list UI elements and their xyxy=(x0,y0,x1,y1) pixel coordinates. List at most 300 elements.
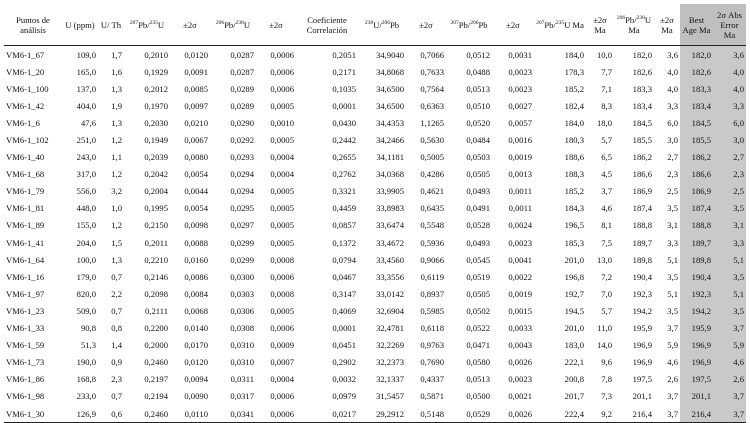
value-cell: 0,0310 xyxy=(230,357,254,368)
value-cell: 3,5 xyxy=(667,305,678,316)
value-cell: 9,2 xyxy=(586,405,614,423)
value-cell: 179,0 xyxy=(76,271,96,282)
value-cell: 34,9040 xyxy=(376,49,404,60)
table-row xyxy=(4,354,746,371)
value-cell: 2,2 xyxy=(111,288,122,299)
value-cell: 0,2012 xyxy=(144,83,168,94)
value-cell: 3,1 xyxy=(713,217,746,234)
value-cell: 184,3 xyxy=(564,203,584,214)
value-cell: 3,3 xyxy=(667,237,678,248)
value-cell: 189,8 xyxy=(632,254,652,265)
value-cell: 0,0297 xyxy=(230,220,254,231)
value-cell: 189,7 xyxy=(632,237,652,248)
value-cell: 18,0 xyxy=(596,117,612,128)
value-cell: 8,3 xyxy=(601,100,612,111)
value-cell: 4,0 xyxy=(667,83,678,94)
value-cell: 448,0 xyxy=(76,203,96,214)
value-cell: 233,0 xyxy=(76,391,96,402)
value-cell: 2,3 xyxy=(667,169,678,180)
value-cell: 195,9 xyxy=(632,323,652,334)
value-cell: 0,2150 xyxy=(144,220,168,231)
value-cell: 168,8 xyxy=(76,374,96,385)
sample-name-cell: VM6-1_97 xyxy=(6,288,45,299)
value-cell: 197,5 xyxy=(680,371,713,388)
value-cell: 0,0033 xyxy=(508,323,532,334)
value-cell: 33,3556 xyxy=(376,271,404,282)
sample-name-cell: VM6-1_64 xyxy=(6,254,45,265)
value-cell: 0,0008 xyxy=(270,288,294,299)
table-row xyxy=(4,234,746,251)
value-cell: 0,0015 xyxy=(508,305,532,316)
value-cell: 3,3 xyxy=(713,234,746,251)
value-cell: 34,4353 xyxy=(376,117,404,128)
value-cell: 0,0024 xyxy=(508,220,532,231)
value-cell: 0,0006 xyxy=(270,323,294,334)
value-cell: 0,2194 xyxy=(144,391,168,402)
value-cell: 0,7633 xyxy=(420,66,444,77)
value-cell: 1,1 xyxy=(111,152,122,163)
sample-name-cell: VM6-1_30 xyxy=(4,405,62,423)
value-cell: 0,0430 xyxy=(332,117,356,128)
value-cell: 2,3 xyxy=(111,374,122,385)
value-cell: 0,6435 xyxy=(420,203,444,214)
value-cell: 194,2 xyxy=(632,305,652,316)
value-cell: 186,6 xyxy=(680,166,713,183)
sample-name-cell: VM6-1_41 xyxy=(6,237,45,248)
value-cell: 0,2442 xyxy=(332,135,356,146)
value-cell: 1,0 xyxy=(111,203,122,214)
value-cell: 0,0022 xyxy=(508,271,532,282)
value-cell: 0,2146 xyxy=(144,271,168,282)
value-cell: 204,0 xyxy=(76,237,96,248)
sample-name-cell: VM6-1_100 xyxy=(6,83,49,94)
table-row xyxy=(4,217,746,234)
table-row xyxy=(4,251,746,268)
value-cell: 0,0091 xyxy=(184,66,208,77)
header-pb207-u235-age: $^{207}$Pb/$^{235}$U Ma xyxy=(534,4,586,46)
value-cell: 0,0979 xyxy=(332,391,356,402)
value-cell: 7,5 xyxy=(601,237,612,248)
value-cell: 186,9 xyxy=(680,183,713,200)
value-cell: 3,7 xyxy=(713,388,746,405)
value-cell: 3,7 xyxy=(654,405,680,423)
value-cell: 1,2 xyxy=(111,220,122,231)
value-cell: 184,0 xyxy=(564,117,584,128)
value-cell: 0,0057 xyxy=(508,117,532,128)
table-row xyxy=(4,46,746,64)
value-cell: 0,0484 xyxy=(466,135,490,146)
header-puntos-de-analisis: Puntos de análisis xyxy=(4,4,62,46)
value-cell: 0,0097 xyxy=(184,100,208,111)
table-row xyxy=(4,268,746,285)
value-cell: 183,3 xyxy=(680,80,713,97)
value-cell: 0,5548 xyxy=(420,220,444,231)
value-cell: 0,0086 xyxy=(184,271,208,282)
value-cell: 178,3 xyxy=(564,66,584,77)
value-cell: 0,4069 xyxy=(332,305,356,316)
value-cell: 0,0500 xyxy=(466,391,490,402)
value-cell: 0,3321 xyxy=(332,186,356,197)
value-cell: 1,2 xyxy=(111,169,122,180)
header-u-ppm: U (ppm) xyxy=(62,4,98,46)
value-cell: 3,6 xyxy=(667,49,678,60)
value-cell: 201,0 xyxy=(564,323,584,334)
value-cell: 0,7 xyxy=(111,271,122,282)
value-cell: 196,9 xyxy=(632,357,652,368)
header-u238-pb206: $^{238}$U/$^{206}$Pb xyxy=(358,4,406,46)
value-cell: 188,8 xyxy=(680,217,713,234)
table-row xyxy=(4,405,746,423)
sample-name-cell: VM6-1_102 xyxy=(6,135,49,146)
value-cell: 0,0513 xyxy=(466,374,490,385)
value-cell: 137,0 xyxy=(76,83,96,94)
value-cell: 0,0451 xyxy=(332,340,356,351)
value-cell: 186,9 xyxy=(632,186,652,197)
value-cell: 184,5 xyxy=(632,117,652,128)
value-cell: 0,0005 xyxy=(270,220,294,231)
sample-name-cell: VM6-1_68 xyxy=(6,169,45,180)
value-cell: 3,0 xyxy=(667,135,678,146)
value-cell: 33,0142 xyxy=(376,288,404,299)
table-row xyxy=(4,166,746,183)
value-cell: 182,6 xyxy=(680,63,713,80)
header-pb207-pb206-error: ±2σ xyxy=(492,4,534,46)
value-cell: 188,6 xyxy=(564,152,584,163)
value-cell: 0,1995 xyxy=(144,203,168,214)
value-cell: 7,8 xyxy=(601,374,612,385)
value-cell: 0,0098 xyxy=(184,220,208,231)
value-cell: 0,0011 xyxy=(508,203,532,214)
table-row xyxy=(4,302,746,319)
value-cell: 5,9 xyxy=(713,337,746,354)
value-cell: 0,0021 xyxy=(508,391,532,402)
value-cell: 190,0 xyxy=(76,357,96,368)
value-cell: 0,0085 xyxy=(184,83,208,94)
value-cell: 11,0 xyxy=(597,323,612,334)
value-cell: 0,0493 xyxy=(466,186,490,197)
value-cell: 0,0088 xyxy=(184,237,208,248)
value-cell: 216,4 xyxy=(614,405,654,423)
value-cell: 184,5 xyxy=(680,114,713,131)
value-cell: 3,1 xyxy=(667,220,678,231)
value-cell: 216,4 xyxy=(680,405,713,423)
value-cell: 196,5 xyxy=(564,220,584,231)
value-cell: 0,0006 xyxy=(270,391,294,402)
value-cell: 32,1337 xyxy=(376,374,404,385)
value-cell: 188,8 xyxy=(632,220,652,231)
value-cell: 0,0005 xyxy=(270,186,294,197)
value-cell: 0,0009 xyxy=(270,340,294,351)
value-cell: 0,0294 xyxy=(230,186,254,197)
value-cell: 0,0170 xyxy=(184,340,208,351)
value-cell: 185,3 xyxy=(564,237,584,248)
value-cell: 0,2197 xyxy=(144,374,168,385)
value-cell: 13,0 xyxy=(596,254,612,265)
value-cell: 2,6 xyxy=(713,371,746,388)
value-cell: 34,1181 xyxy=(376,152,404,163)
value-cell: 1,6 xyxy=(111,66,122,77)
value-cell: 183,4 xyxy=(680,97,713,114)
value-cell: 47,6 xyxy=(80,117,96,128)
value-cell: 3,5 xyxy=(667,203,678,214)
value-cell: 2,6 xyxy=(667,374,678,385)
value-cell: 317,0 xyxy=(76,169,96,180)
value-cell: 0,0294 xyxy=(230,169,254,180)
sample-name-cell: VM6-1_40 xyxy=(6,152,45,163)
value-cell: 0,1929 xyxy=(144,66,168,77)
value-cell: 0,0016 xyxy=(508,135,532,146)
table-row xyxy=(4,149,746,166)
value-cell: 0,5871 xyxy=(420,391,444,402)
sample-name-cell: VM6-1_42 xyxy=(6,100,45,111)
header-pb206-u238: $^{206}$Pb/$^{238}$U xyxy=(210,4,256,46)
header-pb207-u235-age-error: ±2σ Ma xyxy=(586,4,614,46)
value-cell: 0,0160 xyxy=(184,254,208,265)
header-pb207-u235-error: ±2σ xyxy=(170,4,210,46)
value-cell: 0,4621 xyxy=(420,186,444,197)
value-cell: 0,0299 xyxy=(230,254,254,265)
header-pb206-u238-age-error: ±2σ Ma xyxy=(654,4,680,46)
value-cell: 0,0528 xyxy=(466,220,490,231)
value-cell: 4,6 xyxy=(601,203,612,214)
value-cell: 0,0006 xyxy=(270,66,294,77)
value-cell: 2,5 xyxy=(667,186,678,197)
table-row xyxy=(4,183,746,200)
value-cell: 184,0 xyxy=(564,49,584,60)
header-row xyxy=(4,4,746,46)
value-cell: 0,5936 xyxy=(420,237,444,248)
value-cell: 90,8 xyxy=(80,323,96,334)
value-cell: 196,9 xyxy=(680,337,713,354)
value-cell: 7,0 xyxy=(601,288,612,299)
value-cell: 0,5985 xyxy=(420,305,444,316)
value-cell: 183,4 xyxy=(632,100,652,111)
value-cell: 0,9763 xyxy=(420,340,444,351)
table-row xyxy=(4,337,746,354)
value-cell: 0,0545 xyxy=(466,254,490,265)
value-cell: 243,0 xyxy=(76,152,96,163)
value-cell: 251,0 xyxy=(76,135,96,146)
value-cell: 0,0043 xyxy=(508,340,532,351)
value-cell: 0,0488 xyxy=(466,66,490,77)
value-cell: 0,0341 xyxy=(210,405,256,423)
value-cell: 0,0794 xyxy=(332,254,356,265)
header-best-age-error: 2σ Abs Error Ma xyxy=(713,4,746,46)
value-cell: 182,6 xyxy=(632,66,652,77)
value-cell: 0,0005 xyxy=(270,237,294,248)
value-cell: 3,0 xyxy=(713,131,746,148)
value-cell: 0,0005 xyxy=(270,203,294,214)
value-cell: 33,8983 xyxy=(376,203,404,214)
table-row xyxy=(4,97,746,114)
value-cell: 0,0010 xyxy=(270,117,294,128)
sample-name-cell: VM6-1_16 xyxy=(6,271,45,282)
value-cell: 7,3 xyxy=(601,391,612,402)
value-cell: 0,2460 xyxy=(124,405,170,423)
value-cell: 0,0031 xyxy=(508,49,532,60)
value-cell: 0,0019 xyxy=(508,152,532,163)
value-cell: 0,0308 xyxy=(230,323,254,334)
value-cell: 0,0503 xyxy=(466,152,490,163)
value-cell: 0,0001 xyxy=(332,323,356,334)
value-cell: 182,0 xyxy=(680,46,713,64)
value-cell: 0,4337 xyxy=(420,374,444,385)
sample-name-cell: VM6-1_98 xyxy=(6,391,45,402)
value-cell: 0,0287 xyxy=(230,49,254,60)
value-cell: 196,9 xyxy=(632,340,652,351)
value-cell: 33,6474 xyxy=(376,220,404,231)
value-cell: 5,9 xyxy=(667,340,678,351)
value-cell: 190,4 xyxy=(632,271,652,282)
value-cell: 222,1 xyxy=(564,357,584,368)
value-cell: 0,6363 xyxy=(420,100,444,111)
value-cell: 3,6 xyxy=(713,46,746,64)
value-cell: 0,0054 xyxy=(184,203,208,214)
table-row xyxy=(4,371,746,388)
value-cell: 3,7 xyxy=(601,186,612,197)
value-cell: 4,0 xyxy=(713,63,746,80)
value-cell: 0,0310 xyxy=(230,340,254,351)
value-cell: 0,0090 xyxy=(184,391,208,402)
value-cell: 192,3 xyxy=(632,288,652,299)
sample-name-cell: VM6-1_73 xyxy=(6,357,45,368)
value-cell: 0,0140 xyxy=(184,323,208,334)
value-cell: 185,2 xyxy=(564,83,584,94)
value-cell: 0,0094 xyxy=(184,374,208,385)
value-cell: 186,6 xyxy=(632,169,652,180)
value-cell: 197,5 xyxy=(632,374,652,385)
table-row xyxy=(4,131,746,148)
value-cell: 32,6904 xyxy=(376,305,404,316)
value-cell: 0,0023 xyxy=(508,374,532,385)
header-pb206-u238-age: $^{206}$Pb/$^{238}$U Ma xyxy=(614,4,654,46)
value-cell: 8,1 xyxy=(601,220,612,231)
value-cell: 0,0004 xyxy=(270,152,294,163)
value-cell: 33,9905 xyxy=(376,186,404,197)
value-cell: 0,4286 xyxy=(420,169,444,180)
sample-name-cell: VM6-1_6 xyxy=(6,117,40,128)
value-cell: 0,2004 xyxy=(144,186,168,197)
value-cell: 0,0210 xyxy=(184,117,208,128)
value-cell: 0,0522 xyxy=(466,323,490,334)
value-cell: 7,2 xyxy=(601,271,612,282)
value-cell: 4,0 xyxy=(713,80,746,97)
header-pb207-pb206: $^{207}$Pb/$^{206}$Pb xyxy=(446,4,492,46)
value-cell: 3,5 xyxy=(713,268,746,285)
value-cell: 0,5148 xyxy=(406,405,446,423)
value-cell: 33,4560 xyxy=(376,254,404,265)
value-cell: 5,1 xyxy=(713,251,746,268)
value-cell: 0,0293 xyxy=(230,152,254,163)
value-cell: 182,0 xyxy=(632,49,652,60)
value-cell: 0,2111 xyxy=(145,305,168,316)
uranium-lead-data-table xyxy=(4,4,746,423)
value-cell: 0,0857 xyxy=(332,220,356,231)
value-cell: 3,5 xyxy=(713,200,746,217)
value-cell: 0,0023 xyxy=(508,83,532,94)
value-cell: 0,0120 xyxy=(184,49,208,60)
value-cell: 6,5 xyxy=(601,152,612,163)
value-cell: 0,0008 xyxy=(270,254,294,265)
value-cell: 0,0011 xyxy=(508,186,532,197)
value-cell: 29,2912 xyxy=(358,405,406,423)
value-cell: 5,7 xyxy=(601,305,612,316)
value-cell: 31,5457 xyxy=(376,391,404,402)
value-cell: 0,0006 xyxy=(270,271,294,282)
value-cell: 0,2200 xyxy=(144,323,168,334)
value-cell: 3,3 xyxy=(713,97,746,114)
value-cell: 0,9066 xyxy=(420,254,444,265)
value-cell: 165,0 xyxy=(76,66,96,77)
value-cell: 51,3 xyxy=(80,340,96,351)
value-cell: 0,0006 xyxy=(256,405,296,423)
value-cell: 5,7 xyxy=(601,135,612,146)
value-cell: 155,0 xyxy=(76,220,96,231)
value-cell: 0,2171 xyxy=(332,66,356,77)
value-cell: 0,0512 xyxy=(466,49,490,60)
value-cell: 0,7 xyxy=(111,305,122,316)
value-cell: 0,0023 xyxy=(508,66,532,77)
value-cell: 201,1 xyxy=(632,391,652,402)
value-cell: 0,0287 xyxy=(230,66,254,77)
value-cell: 0,0041 xyxy=(508,254,532,265)
value-cell: 0,0044 xyxy=(184,186,208,197)
table-row xyxy=(4,63,746,80)
value-cell: 3,5 xyxy=(713,302,746,319)
value-cell: 194,2 xyxy=(680,302,713,319)
value-cell: 188,3 xyxy=(564,169,584,180)
value-cell: 0,2655 xyxy=(332,152,356,163)
value-cell: 34,0368 xyxy=(376,169,404,180)
value-cell: 0,0520 xyxy=(466,117,490,128)
value-cell: 32,2269 xyxy=(376,340,404,351)
value-cell: 0,2010 xyxy=(144,49,168,60)
value-cell: 0,7690 xyxy=(420,357,444,368)
value-cell: 1,7 xyxy=(111,49,122,60)
value-cell: 34,2466 xyxy=(376,135,404,146)
value-cell: 183,3 xyxy=(632,83,652,94)
value-cell: 0,0006 xyxy=(270,49,294,60)
value-cell: 0,9 xyxy=(111,357,122,368)
value-cell: 0,0026 xyxy=(508,357,532,368)
value-cell: 10,0 xyxy=(596,49,612,60)
value-cell: 0,0513 xyxy=(466,83,490,94)
value-cell: 0,4459 xyxy=(332,203,356,214)
value-cell: 0,0303 xyxy=(230,288,254,299)
value-cell: 187,4 xyxy=(632,203,652,214)
value-cell: 0,0110 xyxy=(170,405,210,423)
value-cell: 0,1949 xyxy=(144,135,168,146)
value-cell: 556,0 xyxy=(76,186,96,197)
value-cell: 1,1265 xyxy=(420,117,444,128)
value-cell: 0,0068 xyxy=(184,305,208,316)
value-cell: 222,4 xyxy=(534,405,586,423)
value-cell: 7,1 xyxy=(601,83,612,94)
header-u238-pb206-error: ±2σ xyxy=(406,4,446,46)
value-cell: 0,3147 xyxy=(332,288,356,299)
value-cell: 200,8 xyxy=(564,374,584,385)
value-cell: 126,9 xyxy=(62,405,98,423)
value-cell: 1,3 xyxy=(111,254,122,265)
value-cell: 32,2373 xyxy=(376,357,404,368)
value-cell: 7,7 xyxy=(601,66,612,77)
value-cell: 187,4 xyxy=(680,200,713,217)
value-cell: 0,0467 xyxy=(332,271,356,282)
value-cell: 0,0505 xyxy=(466,288,490,299)
value-cell: 192,7 xyxy=(564,288,584,299)
value-cell: 0,6119 xyxy=(420,271,444,282)
header-best-age: Best Age Ma xyxy=(680,4,713,46)
